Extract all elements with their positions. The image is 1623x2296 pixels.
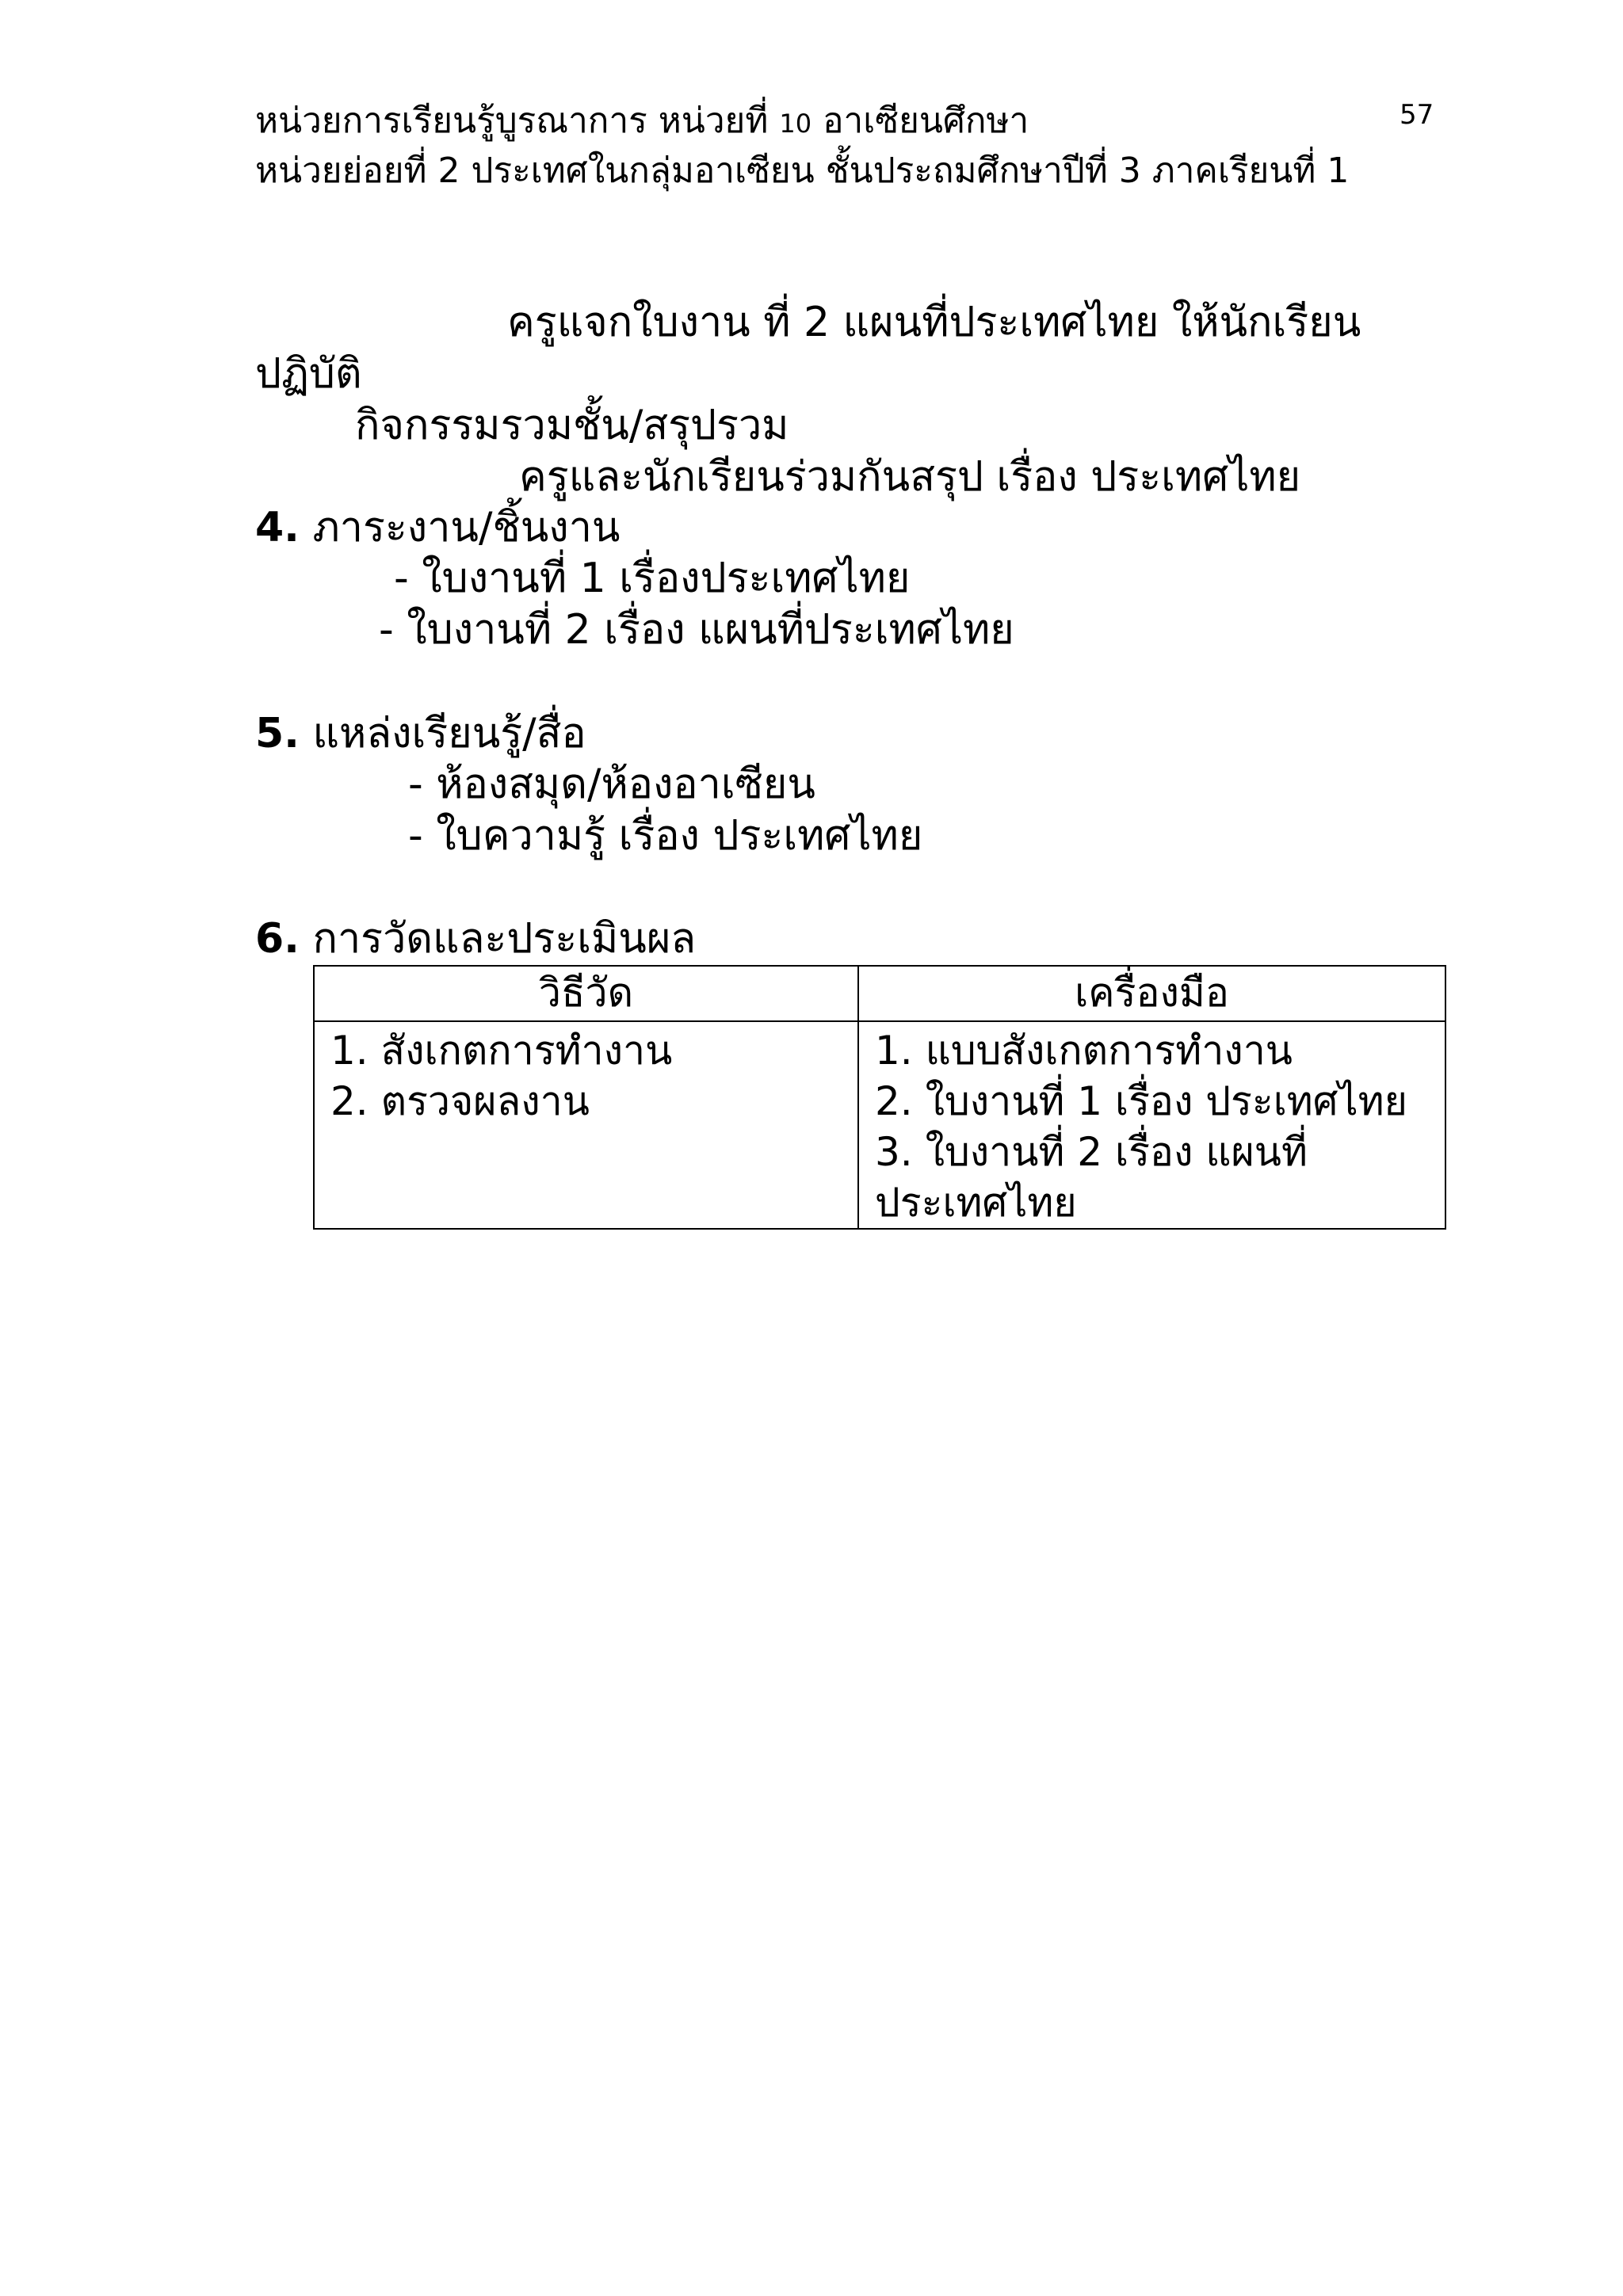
header-unit-suffix: อาเซียนศึกษา	[823, 101, 1029, 141]
tool-item-1: 1. แบบสังเกตการทำงาน	[875, 1028, 1293, 1074]
section-5-item-2: - ใบความรู้ เรื่อง ประเทศไทย	[408, 812, 923, 860]
section-4-item-1: - ใบงานที่ 1 เรื่องประเทศไทย	[394, 555, 911, 602]
tools-cell	[858, 1021, 1445, 1229]
section-5-number: 5.	[255, 710, 300, 757]
teacher-activity-line: ครูแจกใบงาน ที่ 2 แผนที่ประเทศไทย ให้นักเรียน	[507, 299, 1361, 346]
header-unit-prefix: หน่วยการเรียนรู้บูรณาการ หน่วยที่	[255, 101, 769, 141]
header-line-2: หน่วยย่อยที่ 2 ประเทศในกลุ่มอาเซียน ชั้นประถมศึกษาปีที่ 3 ภาคเรียนที่ 1	[255, 151, 1350, 191]
header-unit-number: 10	[779, 109, 812, 139]
tool-item-3: 3. ใบงานที่ 2 เรื่อง แผนที่	[875, 1129, 1308, 1175]
section-6-heading	[255, 913, 696, 964]
summary-line: ครูและนักเรียนร่วมกันสรุป เรื่อง ประเทศไทย	[519, 453, 1301, 501]
methods-cell	[314, 1021, 858, 1229]
section-4-heading	[255, 502, 620, 553]
section-6-number: 6.	[255, 915, 300, 963]
section-4-number: 4.	[255, 504, 300, 551]
column-header-method: วิธีวัด	[314, 966, 858, 1021]
evaluation-table-header-row	[314, 966, 1445, 1021]
column-header-tool: เครื่องมือ	[858, 966, 1445, 1021]
section-5-heading	[255, 708, 586, 759]
tool-item-3-cont: ประเทศไทย	[875, 1180, 1077, 1226]
header-line-1	[255, 97, 1029, 147]
method-item-1: 1. สังเกตการทำงาน	[330, 1028, 673, 1074]
section-4-item-2: - ใบงานที่ 2 เรื่อง แผนที่ประเทศไทย	[379, 606, 1014, 654]
section-6-title: การวัดและประเมินผล	[312, 915, 697, 963]
section-4-title: ภาระงาน/ชิ้นงาน	[312, 504, 621, 551]
section-5-title: แหล่งเรียนรู้/สื่อ	[312, 710, 586, 757]
evaluation-table	[313, 965, 1446, 1230]
summary-heading: กิจกรรมรวมชั้น/สรุปรวม	[355, 402, 789, 449]
tool-item-2: 2. ใบงานที่ 1 เรื่อง ประเทศไทย	[875, 1078, 1407, 1124]
evaluation-table-row	[314, 1021, 1445, 1229]
page-number: 57	[1400, 99, 1434, 131]
teacher-activity-line-cont: ปฏิบัติ	[255, 350, 362, 398]
method-item-2: 2. ตรวจผลงาน	[330, 1078, 590, 1124]
section-5-item-1: - ห้องสมุด/ห้องอาเซียน	[408, 761, 815, 808]
